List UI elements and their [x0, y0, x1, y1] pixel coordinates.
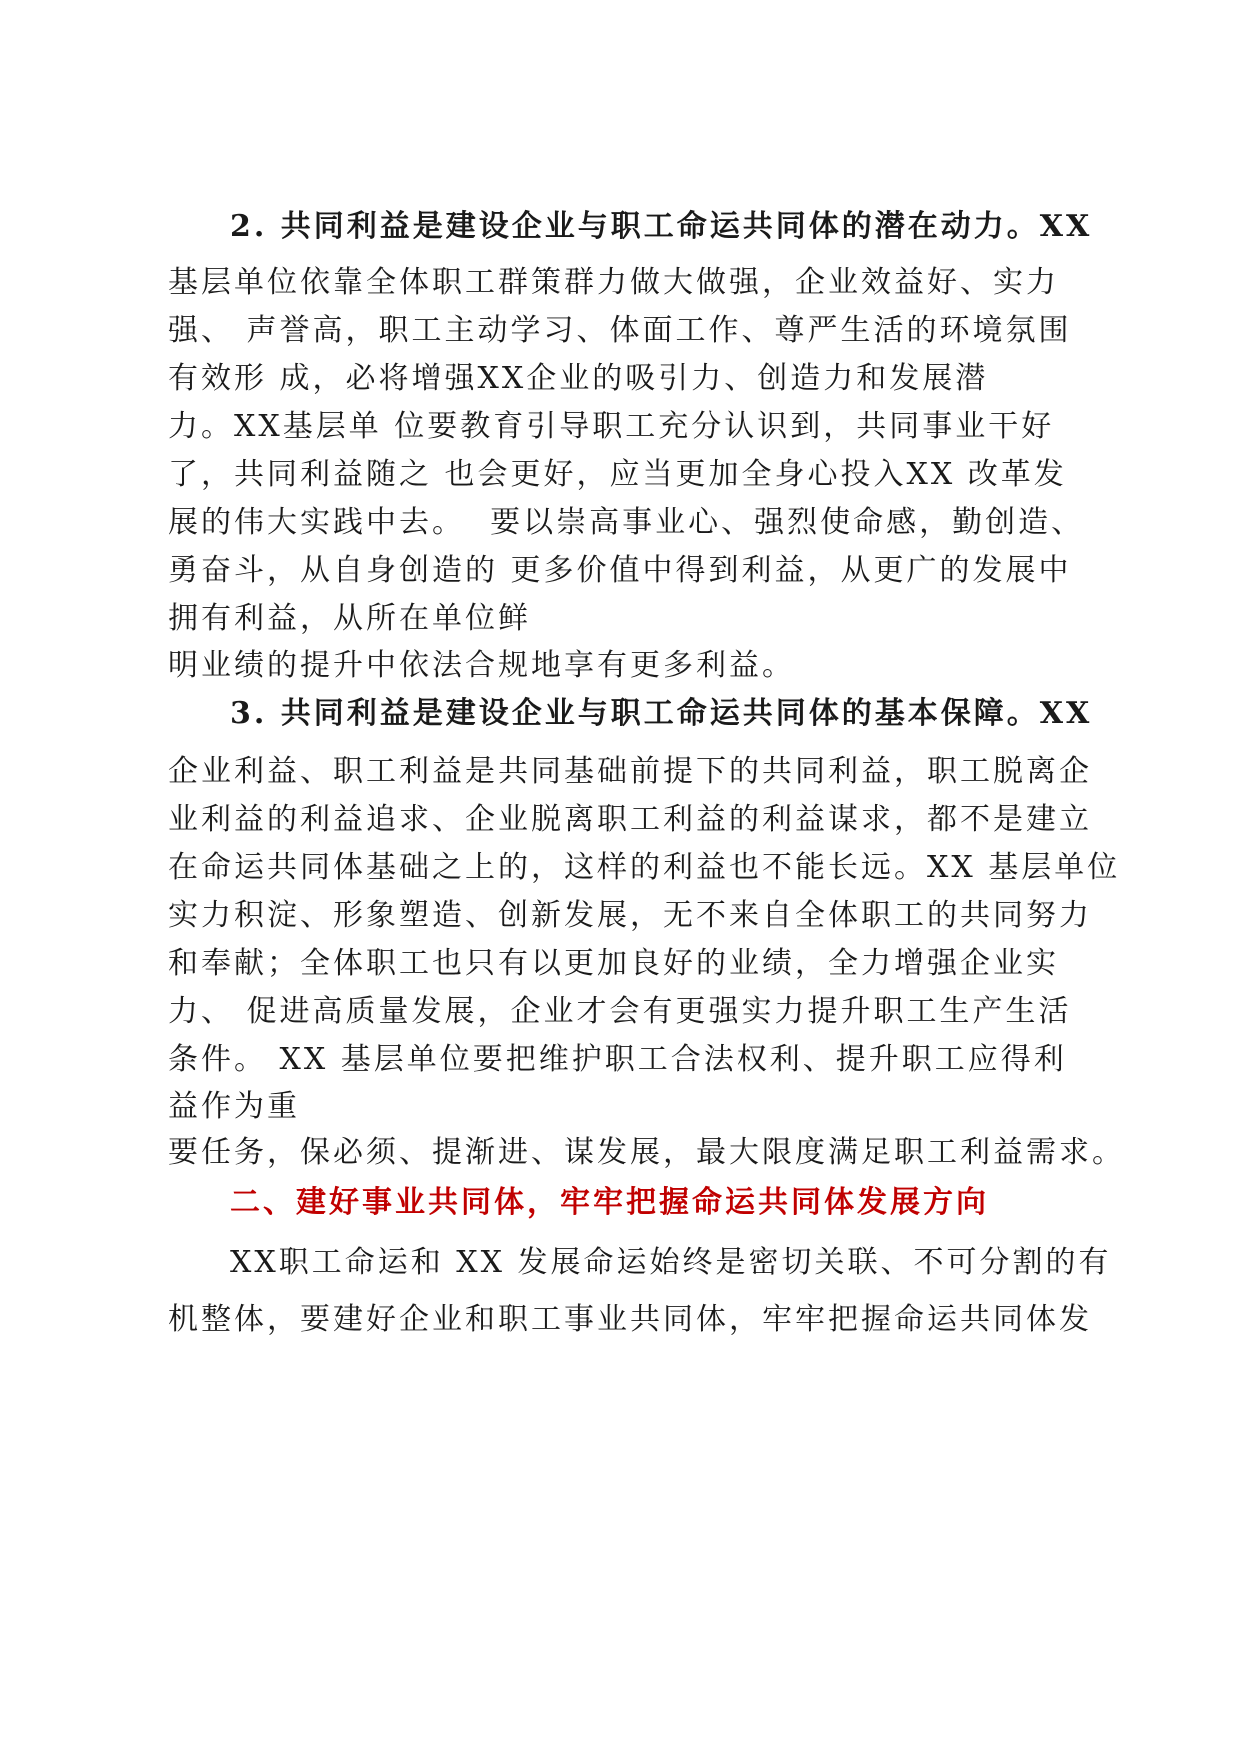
para2-line: 展的伟大实践中去。 要以崇高事业心、强烈使命感，勤创造、 — [168, 505, 1085, 540]
para2-line: 有效形 成，必将增强XX企业的吸引力、创造力和发展潜 — [168, 361, 989, 396]
para3-line: 实力积淀、形象塑造、创新发展，无不来自全体职工的共同努力 — [168, 898, 1092, 933]
section2-heading: 二、建好事业共同体，牢牢把握命运共同体发展方向 — [230, 1185, 989, 1220]
para2-line: 拥有利益，从所在单位鲜 — [168, 601, 531, 636]
para3-line: 益作为重 — [168, 1089, 300, 1124]
para2-line: 强、 声誉高，职工主动学习、体面工作、尊严生活的环境氛围 — [168, 313, 1072, 348]
para3-line: 在命运共同体基础之上的，这样的利益也不能长远。XX 基层单位 — [168, 850, 1121, 885]
para2-line: 力。XX基层单 位要教育引导职工充分认识到，共同事业干好 — [168, 409, 1055, 444]
para2-line: 基层单位依靠全体职工群策群力做大做强，企业效益好、实力 — [168, 265, 1059, 300]
para2-line: 勇奋斗，从自身创造的 更多价值中得到利益，从更广的发展中 — [168, 553, 1072, 588]
section2-line: XX职工命运和 XX 发展命运始终是密切关联、不可分割的有 — [230, 1245, 1112, 1280]
para3-line: 条件。 XX 基层单位要把维护职工合法权利、提升职工应得利 — [168, 1042, 1067, 1077]
para3-heading: 3. 共同利益是建设企业与职工命运共同体的基本保障。XX — [230, 696, 1093, 731]
para2-line: 了，共同利益随之 也会更好，应当更加全身心投入XX 改革发 — [168, 457, 1067, 492]
para3-line: 业利益的利益追求、企业脱离职工利益的利益谋求，都不是建立 — [168, 802, 1092, 837]
para2-line: 明业绩的提升中依法合规地享有更多利益。 — [168, 648, 795, 683]
para3-line: 要任务，保必须、提渐进、谋发展，最大限度满足职工利益需求。 — [168, 1135, 1125, 1170]
para3-line: 企业利益、职工利益是共同基础前提下的共同利益，职工脱离企 — [168, 754, 1092, 789]
section2-line: 机整体，要建好企业和职工事业共同体，牢牢把握命运共同体发 — [168, 1302, 1092, 1337]
para2-heading: 2. 共同利益是建设企业与职工命运共同体的潜在动力。XX — [230, 209, 1093, 244]
para3-line: 力、 促进高质量发展，企业才会有更强实力提升职工生产生活 — [168, 994, 1072, 1029]
para3-line: 和奉献；全体职工也只有以更加良好的业绩，全力增强企业实 — [168, 946, 1059, 981]
